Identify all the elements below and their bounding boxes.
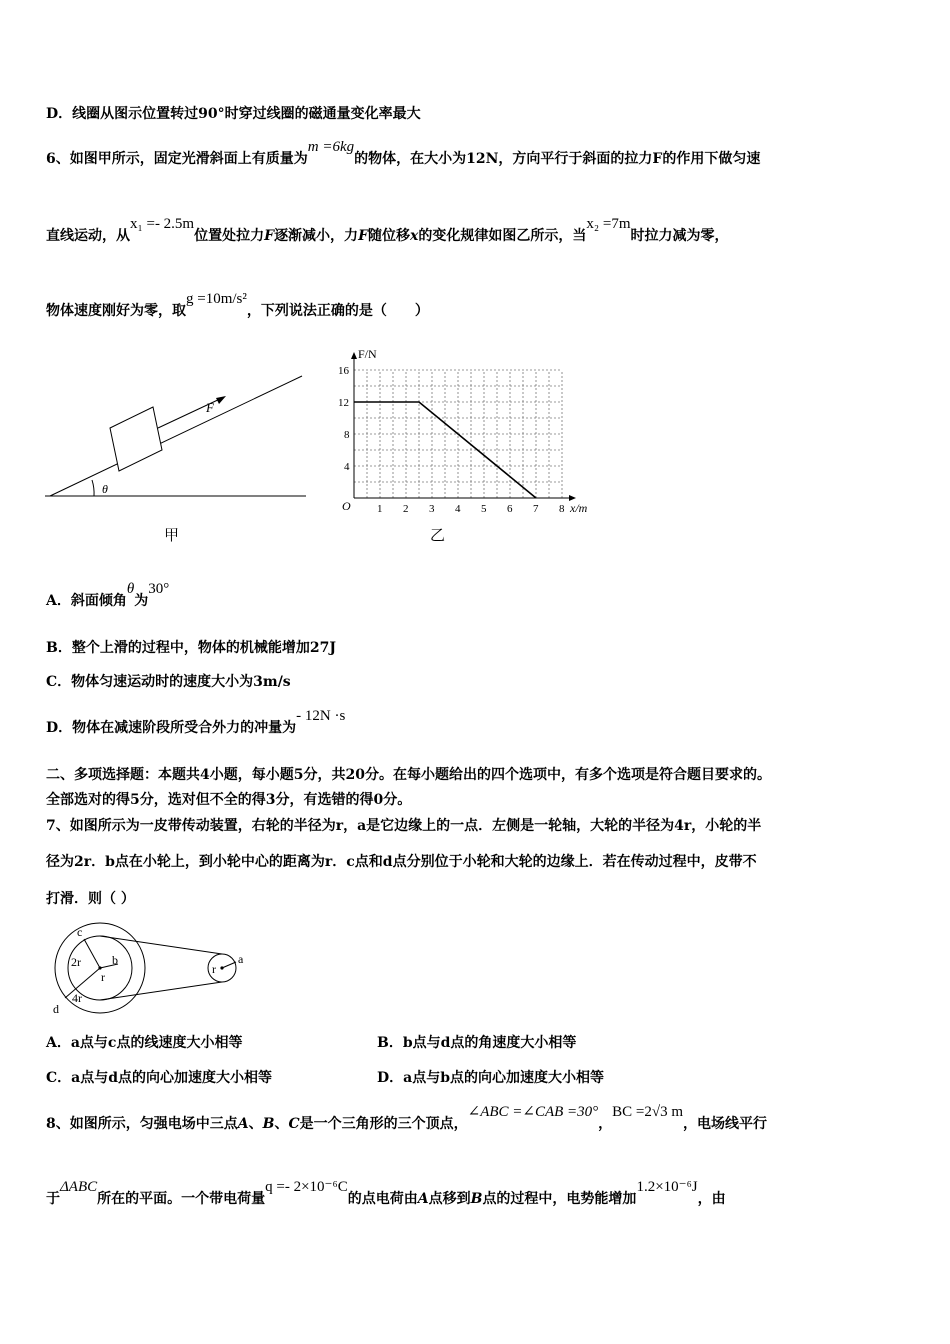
q7-option-b: B．b点与d点的角速度大小相等 [377,1035,577,1051]
right-center-dot [220,966,223,969]
q6-option-a-mid: 为 [134,593,149,609]
q6-mass: m =6kg [307,139,355,155]
angle-arc [92,480,94,496]
q8-point-c: C [288,1116,300,1132]
x-tick-label: 8 [559,503,565,515]
q8-line2-text-f: ，由 [697,1191,726,1207]
incline-figure [40,370,330,550]
x-tick-label: 5 [481,503,487,515]
q7-option-c: C．a点与d点的向心加速度大小相等 [46,1070,273,1086]
q6-line2-text-c: 逐渐减小，力 [274,228,359,244]
x-tick-label: 7 [533,503,539,515]
q8-point-b: B [262,1116,275,1132]
label-r-center: r [101,970,105,984]
q6-option-a-prefix: A．斜面倾角 [46,593,127,609]
right-radius-line [222,962,236,968]
q8-line2-text-e: 点的过程中，电势能增加 [482,1191,637,1207]
caption-yi: 乙 [430,528,446,544]
x-tick-label: 4 [455,503,461,515]
y-axis-label: F/N [358,347,377,361]
label-r-right: r [212,962,216,976]
belt-bottom [100,982,222,1000]
y-tick-label: 4 [344,461,350,473]
q8-line-2 [46,1179,726,1208]
label-2r: 2r [71,955,81,969]
q8-triangle: ΔABC [60,1179,98,1195]
q8-line1-text-c: ，电场线平行 [683,1116,768,1132]
q6-option-b: B．整个上滑的过程中，物体的机械能增加27J [46,640,336,656]
q6-line2-text-f: 时拉力减为零， [630,228,729,244]
graph-tick-labels [338,365,565,515]
q6-option-d-value: - 12N ·s [296,708,346,724]
q8-sep-2: 、 [274,1116,289,1132]
x-tick-label: 6 [507,503,513,515]
section2-line-1: 二、多项选择题：本题共4小题，每小题5分，共20分。在每小题给出的四个选项中，有多个选项是符合题目要求的。 [46,767,771,783]
q6-option-c: C．物体匀速运动时的速度大小为3m/s [46,674,291,690]
point-a-label: a [238,952,244,966]
belt-top [100,936,222,954]
q6-x2: x₂ =7m [586,216,631,232]
q8-line2-text-b: 所在的平面。一个带电荷量 [97,1191,266,1207]
point-b-label: b [112,953,118,967]
q8-comma: ， [598,1116,613,1132]
label-4r: 4r [72,991,82,1005]
graph-axes [351,352,576,501]
q8-line2-text-a: 于 [46,1191,60,1207]
force-label: F [206,400,214,415]
q8-line2-text-d: 点移到 [428,1191,471,1207]
q7-line-3: 打滑．则（ ） [46,891,135,907]
incline-slope-line [50,376,302,496]
x-tick-label: 1 [377,503,383,515]
q6-option-a [46,581,170,610]
origin-label: O [342,499,351,513]
q6-line1-text-a: 6、如图甲所示，固定光滑斜面上有质量为 [46,151,308,167]
q7-line-2: 径为2r．b点在小轮上，到小轮中心的距离为r．c点和d点分别位于小轮和大轮的边缘上．若在传动过程中，皮带不 [46,854,757,870]
q6-line2-text-a: 直线运动，从 [46,228,130,244]
q6-line-1 [46,139,761,168]
q6-line-3 [46,291,429,320]
q7-line-1: 7、如图所示为一皮带传动装置，右轮的半径为r，a是它边缘上的一点．左侧是一轮轴，大轮的半径为4r，小轮的半 [46,818,762,834]
q6-option-d-prefix: D．物体在减速阶段所受合外力的冲量为 [46,720,297,736]
force-displacement-graph [330,340,610,550]
q8-charge: q =- 2×10⁻⁶C [265,1179,348,1195]
x-axis-label: x/m [570,501,588,515]
q6-option-d [46,708,346,737]
x-tick-label: 3 [429,503,435,515]
angle-label: θ [102,482,108,496]
q8-bc-length: BC =2√3 m [612,1104,684,1120]
q8-point-a-2: A [417,1191,429,1207]
q7-option-d: D．a点与b点的向心加速度大小相等 [377,1070,605,1086]
q8-energy: 1.2×10⁻⁶J [636,1179,698,1195]
q8-line1-text-a: 8、如图所示，匀强电场中三点 [46,1116,238,1132]
point-c-label: c [77,925,83,939]
q6-line-2 [46,216,729,245]
caption-jia: 甲 [164,528,180,544]
q8-sep-1: 、 [248,1116,263,1132]
q6-option-a-theta: θ [126,581,135,597]
y-tick-label: 12 [338,397,349,409]
q6-line3-text-a: 物体速度刚好为零，取 [46,303,186,319]
q6-displacement-symbol: x [410,228,419,244]
q7-option-a: A．a点与c点的线速度大小相等 [46,1035,243,1051]
q5-option-d: D．线圈从图示位置转过90°时穿过线圈的磁通量变化率最大 [46,106,421,122]
q6-gravity: g =10m/s² [186,291,247,307]
y-axis-arrow [351,352,357,359]
q6-line3-text-b: ，下列说法正确的是（ ） [246,303,429,319]
radius-4r-line [65,968,100,998]
q8-point-a: A [237,1116,249,1132]
q6-x1: x₁ =- 2.5m [130,216,195,232]
force-arrow-head [216,396,226,404]
q6-line2-text-d: 随位移 [368,228,411,244]
q8-line-1 [46,1104,768,1133]
section2-line-2: 全部选对的得5分，选对但不全的得3分，有选错的得0分。 [46,792,412,808]
q6-option-a-value: 30° [148,581,170,597]
q8-line2-text-c: 的点电荷由 [347,1191,418,1207]
point-d-label: d [53,1002,59,1016]
q8-line1-text-b: 是一个三角形的三个顶点， [299,1116,468,1132]
x-tick-label: 2 [403,503,409,515]
q8-point-b-2: B [470,1191,483,1207]
q8-angles: ∠ABC =∠CAB =30° [467,1104,599,1120]
y-tick-label: 16 [338,365,349,377]
belt-drive-figure [44,922,259,1022]
q6-line1-text-b: 的物体，在大小为12N，方向平行于斜面的拉力F的作用下做匀速 [354,151,761,167]
radius-2r-line [84,939,100,968]
q6-force-symbol-1: F [264,228,275,244]
q6-force-symbol-2: F [358,228,369,244]
q6-line2-text-e: 的变化规律如图乙所示，当 [418,228,587,244]
q6-line2-text-b: 位置处拉力 [194,228,265,244]
block-box [110,407,162,471]
y-tick-label: 8 [344,429,350,441]
